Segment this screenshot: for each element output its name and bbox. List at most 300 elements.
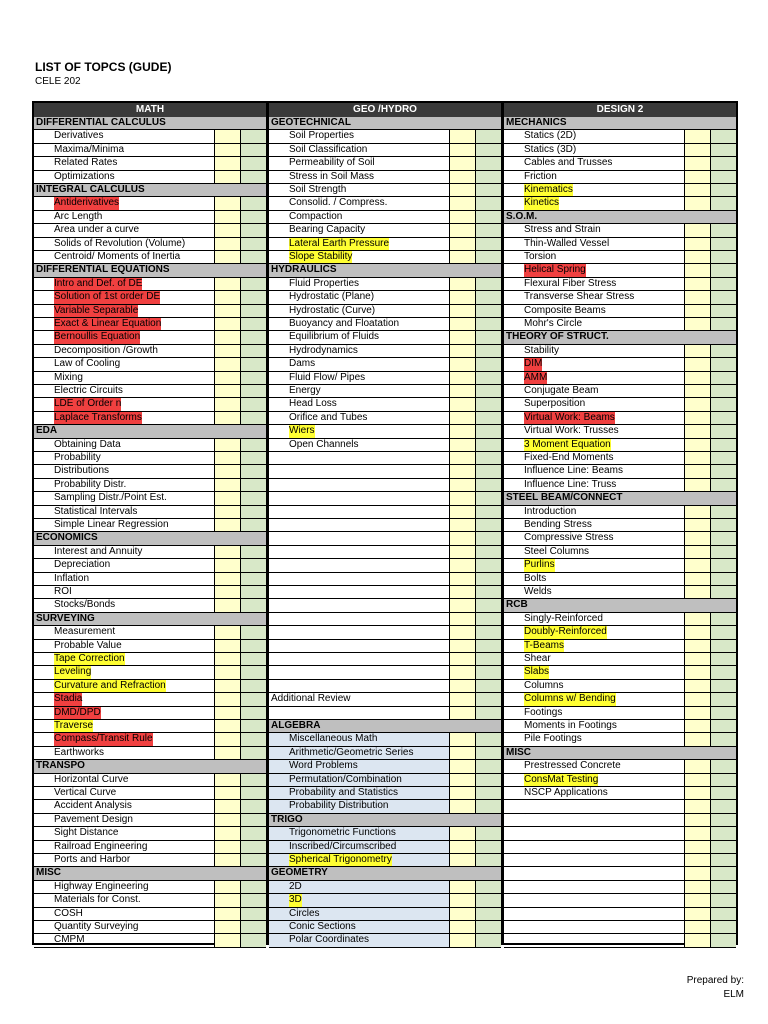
check-box-1[interactable] (449, 331, 475, 343)
check-box-1[interactable] (449, 412, 475, 424)
check-box-1[interactable] (214, 800, 240, 812)
check-box-1[interactable] (684, 573, 710, 585)
check-box-2[interactable] (240, 774, 266, 786)
check-box-2[interactable] (475, 573, 501, 585)
check-box-1[interactable] (449, 546, 475, 558)
check-box-2[interactable] (240, 465, 266, 477)
check-box-1[interactable] (684, 264, 710, 276)
check-box-2[interactable] (475, 532, 501, 544)
check-box-2[interactable] (475, 425, 501, 437)
check-box-1[interactable] (449, 894, 475, 906)
check-box-1[interactable] (449, 854, 475, 866)
check-box-2[interactable] (710, 894, 736, 906)
check-box-1[interactable] (684, 894, 710, 906)
check-box-1[interactable] (449, 358, 475, 370)
check-box-1[interactable] (449, 559, 475, 571)
check-box-1[interactable] (214, 479, 240, 491)
check-box-2[interactable] (710, 934, 736, 946)
check-box-1[interactable] (684, 934, 710, 946)
check-box-2[interactable] (710, 385, 736, 397)
check-box-1[interactable] (449, 385, 475, 397)
check-box-2[interactable] (240, 278, 266, 290)
check-box-1[interactable] (214, 653, 240, 665)
check-box-2[interactable] (240, 693, 266, 705)
check-box-1[interactable] (214, 827, 240, 839)
check-box-2[interactable] (475, 881, 501, 893)
check-box-2[interactable] (710, 774, 736, 786)
check-box-1[interactable] (449, 800, 475, 812)
check-box-2[interactable] (475, 586, 501, 598)
check-box-2[interactable] (475, 653, 501, 665)
check-box-2[interactable] (240, 305, 266, 317)
check-box-2[interactable] (710, 586, 736, 598)
check-box-1[interactable] (449, 130, 475, 142)
check-box-2[interactable] (240, 680, 266, 692)
check-box-1[interactable] (449, 586, 475, 598)
check-box-2[interactable] (475, 680, 501, 692)
check-box-2[interactable] (475, 305, 501, 317)
check-box-1[interactable] (449, 184, 475, 196)
check-box-1[interactable] (449, 479, 475, 491)
check-box-1[interactable] (214, 720, 240, 732)
check-box-2[interactable] (475, 908, 501, 920)
check-box-1[interactable] (684, 144, 710, 156)
check-box-2[interactable] (475, 626, 501, 638)
check-box-1[interactable] (684, 800, 710, 812)
check-box-1[interactable] (684, 760, 710, 772)
check-box-1[interactable] (449, 372, 475, 384)
check-box-1[interactable] (214, 318, 240, 330)
check-box-2[interactable] (240, 197, 266, 209)
check-box-1[interactable] (214, 372, 240, 384)
check-box-1[interactable] (214, 211, 240, 223)
check-box-2[interactable] (240, 157, 266, 169)
check-box-1[interactable] (449, 224, 475, 236)
check-box-1[interactable] (214, 666, 240, 678)
check-box-2[interactable] (710, 613, 736, 625)
check-box-1[interactable] (684, 519, 710, 531)
check-box-2[interactable] (240, 599, 266, 611)
check-box-2[interactable] (710, 318, 736, 330)
check-box-2[interactable] (475, 492, 501, 504)
check-box-2[interactable] (710, 760, 736, 772)
check-box-1[interactable] (449, 599, 475, 611)
check-box-2[interactable] (710, 184, 736, 196)
check-box-2[interactable] (710, 358, 736, 370)
check-box-1[interactable] (684, 479, 710, 491)
check-box-1[interactable] (214, 345, 240, 357)
check-box-2[interactable] (710, 412, 736, 424)
check-box-2[interactable] (240, 626, 266, 638)
check-box-1[interactable] (214, 814, 240, 826)
check-box-1[interactable] (214, 398, 240, 410)
check-box-1[interactable] (684, 291, 710, 303)
check-box-2[interactable] (710, 707, 736, 719)
check-box-1[interactable] (449, 425, 475, 437)
check-box-1[interactable] (214, 881, 240, 893)
check-box-2[interactable] (710, 841, 736, 853)
check-box-1[interactable] (214, 291, 240, 303)
check-box-1[interactable] (214, 680, 240, 692)
check-box-1[interactable] (449, 707, 475, 719)
check-box-2[interactable] (475, 640, 501, 652)
check-box-1[interactable] (214, 305, 240, 317)
check-box-1[interactable] (214, 908, 240, 920)
check-box-1[interactable] (449, 613, 475, 625)
check-box-1[interactable] (449, 238, 475, 250)
check-box-2[interactable] (475, 465, 501, 477)
check-box-2[interactable] (475, 130, 501, 142)
check-box-2[interactable] (475, 385, 501, 397)
check-box-1[interactable] (449, 171, 475, 183)
check-box-1[interactable] (684, 921, 710, 933)
check-box-2[interactable] (475, 546, 501, 558)
check-box-1[interactable] (684, 465, 710, 477)
check-box-1[interactable] (214, 238, 240, 250)
check-box-2[interactable] (240, 171, 266, 183)
check-box-1[interactable] (449, 291, 475, 303)
check-box-1[interactable] (214, 921, 240, 933)
check-box-2[interactable] (475, 345, 501, 357)
check-box-2[interactable] (710, 693, 736, 705)
check-box-2[interactable] (710, 452, 736, 464)
check-box-2[interactable] (475, 439, 501, 451)
check-box-2[interactable] (710, 921, 736, 933)
check-box-2[interactable] (240, 372, 266, 384)
check-box-2[interactable] (475, 787, 501, 799)
check-box-1[interactable] (684, 372, 710, 384)
check-box-2[interactable] (240, 224, 266, 236)
check-box-1[interactable] (214, 144, 240, 156)
check-box-1[interactable] (449, 532, 475, 544)
check-box-1[interactable] (684, 653, 710, 665)
check-box-2[interactable] (240, 492, 266, 504)
check-box-2[interactable] (475, 358, 501, 370)
check-box-2[interactable] (710, 814, 736, 826)
check-box-2[interactable] (240, 291, 266, 303)
check-box-1[interactable] (684, 452, 710, 464)
check-box-1[interactable] (684, 345, 710, 357)
check-box-2[interactable] (240, 439, 266, 451)
check-box-2[interactable] (710, 626, 736, 638)
check-box-1[interactable] (214, 894, 240, 906)
check-box-2[interactable] (710, 238, 736, 250)
check-box-2[interactable] (240, 841, 266, 853)
check-box-1[interactable] (684, 881, 710, 893)
check-box-1[interactable] (449, 197, 475, 209)
check-box-1[interactable] (449, 157, 475, 169)
check-box-2[interactable] (710, 278, 736, 290)
check-box-2[interactable] (475, 238, 501, 250)
check-box-2[interactable] (710, 720, 736, 732)
check-box-2[interactable] (240, 398, 266, 410)
check-box-2[interactable] (240, 144, 266, 156)
check-box-1[interactable] (214, 934, 240, 946)
check-box-1[interactable] (684, 546, 710, 558)
check-box-2[interactable] (710, 506, 736, 518)
check-box-2[interactable] (710, 479, 736, 491)
check-box-2[interactable] (710, 881, 736, 893)
check-box-1[interactable] (214, 465, 240, 477)
check-box-2[interactable] (475, 144, 501, 156)
check-box-1[interactable] (214, 599, 240, 611)
check-box-1[interactable] (449, 747, 475, 759)
check-box-2[interactable] (240, 559, 266, 571)
check-box-1[interactable] (684, 707, 710, 719)
check-box-1[interactable] (684, 251, 710, 263)
check-box-2[interactable] (240, 412, 266, 424)
check-box-2[interactable] (475, 800, 501, 812)
check-box-1[interactable] (684, 787, 710, 799)
check-box-1[interactable] (214, 519, 240, 531)
check-box-1[interactable] (449, 841, 475, 853)
check-box-2[interactable] (475, 666, 501, 678)
check-box-1[interactable] (449, 934, 475, 946)
check-box-2[interactable] (475, 841, 501, 853)
check-box-2[interactable] (240, 747, 266, 759)
check-box-2[interactable] (710, 251, 736, 263)
check-box-2[interactable] (240, 506, 266, 518)
check-box-1[interactable] (449, 760, 475, 772)
check-box-2[interactable] (240, 546, 266, 558)
check-box-1[interactable] (684, 854, 710, 866)
check-box-2[interactable] (475, 372, 501, 384)
check-box-2[interactable] (240, 519, 266, 531)
check-box-1[interactable] (684, 532, 710, 544)
check-box-1[interactable] (214, 278, 240, 290)
check-box-1[interactable] (684, 693, 710, 705)
check-box-1[interactable] (449, 774, 475, 786)
check-box-1[interactable] (449, 345, 475, 357)
check-box-1[interactable] (214, 787, 240, 799)
check-box-2[interactable] (240, 385, 266, 397)
check-box-1[interactable] (449, 452, 475, 464)
check-box-2[interactable] (475, 894, 501, 906)
check-box-2[interactable] (475, 184, 501, 196)
check-box-2[interactable] (475, 559, 501, 571)
check-box-1[interactable] (214, 452, 240, 464)
check-box-1[interactable] (684, 666, 710, 678)
check-box-2[interactable] (710, 680, 736, 692)
check-box-1[interactable] (449, 733, 475, 745)
check-box-2[interactable] (475, 934, 501, 946)
check-box-2[interactable] (710, 573, 736, 585)
check-box-2[interactable] (475, 519, 501, 531)
check-box-1[interactable] (214, 439, 240, 451)
check-box-2[interactable] (475, 760, 501, 772)
check-box-2[interactable] (475, 599, 501, 611)
check-box-1[interactable] (684, 358, 710, 370)
check-box-2[interactable] (240, 827, 266, 839)
check-box-2[interactable] (240, 707, 266, 719)
check-box-2[interactable] (710, 345, 736, 357)
check-box-2[interactable] (710, 224, 736, 236)
check-box-2[interactable] (710, 171, 736, 183)
check-box-2[interactable] (710, 653, 736, 665)
check-box-1[interactable] (684, 774, 710, 786)
check-box-1[interactable] (449, 573, 475, 585)
check-box-1[interactable] (214, 854, 240, 866)
check-box-1[interactable] (214, 586, 240, 598)
check-box-2[interactable] (475, 613, 501, 625)
check-box-2[interactable] (475, 733, 501, 745)
check-box-1[interactable] (214, 693, 240, 705)
check-box-2[interactable] (710, 519, 736, 531)
check-box-2[interactable] (475, 707, 501, 719)
check-box-2[interactable] (475, 854, 501, 866)
check-box-1[interactable] (684, 908, 710, 920)
check-box-1[interactable] (449, 398, 475, 410)
check-box-1[interactable] (684, 238, 710, 250)
check-box-1[interactable] (214, 573, 240, 585)
check-box-2[interactable] (475, 506, 501, 518)
check-box-1[interactable] (214, 197, 240, 209)
check-box-2[interactable] (710, 439, 736, 451)
check-box-1[interactable] (214, 130, 240, 142)
check-box-1[interactable] (214, 559, 240, 571)
check-box-2[interactable] (240, 787, 266, 799)
check-box-2[interactable] (710, 546, 736, 558)
check-box-1[interactable] (449, 144, 475, 156)
check-box-1[interactable] (449, 318, 475, 330)
check-box-2[interactable] (710, 465, 736, 477)
check-box-2[interactable] (475, 197, 501, 209)
check-box-1[interactable] (684, 841, 710, 853)
check-box-1[interactable] (684, 171, 710, 183)
check-box-2[interactable] (710, 291, 736, 303)
check-box-2[interactable] (240, 251, 266, 263)
check-box-2[interactable] (710, 372, 736, 384)
check-box-1[interactable] (684, 814, 710, 826)
check-box-1[interactable] (214, 492, 240, 504)
check-box-2[interactable] (710, 305, 736, 317)
check-box-1[interactable] (214, 358, 240, 370)
check-box-1[interactable] (449, 693, 475, 705)
check-box-1[interactable] (449, 439, 475, 451)
check-box-2[interactable] (240, 733, 266, 745)
check-box-2[interactable] (475, 318, 501, 330)
check-box-1[interactable] (684, 398, 710, 410)
check-box-1[interactable] (684, 867, 710, 879)
check-box-2[interactable] (710, 867, 736, 879)
check-box-1[interactable] (449, 492, 475, 504)
check-box-2[interactable] (475, 412, 501, 424)
check-box-1[interactable] (214, 157, 240, 169)
check-box-1[interactable] (214, 841, 240, 853)
check-box-1[interactable] (449, 653, 475, 665)
check-box-1[interactable] (684, 827, 710, 839)
check-box-2[interactable] (710, 130, 736, 142)
check-box-2[interactable] (240, 666, 266, 678)
check-box-1[interactable] (214, 640, 240, 652)
check-box-2[interactable] (240, 318, 266, 330)
check-box-1[interactable] (684, 385, 710, 397)
check-box-2[interactable] (240, 894, 266, 906)
check-box-2[interactable] (710, 908, 736, 920)
check-box-1[interactable] (214, 747, 240, 759)
check-box-1[interactable] (684, 224, 710, 236)
check-box-1[interactable] (214, 224, 240, 236)
check-box-2[interactable] (475, 331, 501, 343)
check-box-1[interactable] (684, 184, 710, 196)
check-box-2[interactable] (240, 653, 266, 665)
check-box-2[interactable] (475, 827, 501, 839)
check-box-1[interactable] (449, 680, 475, 692)
check-box-2[interactable] (710, 787, 736, 799)
check-box-1[interactable] (684, 157, 710, 169)
check-box-2[interactable] (710, 733, 736, 745)
check-box-1[interactable] (684, 278, 710, 290)
check-box-2[interactable] (240, 908, 266, 920)
check-box-1[interactable] (684, 318, 710, 330)
check-box-2[interactable] (710, 854, 736, 866)
check-box-1[interactable] (684, 613, 710, 625)
check-box-1[interactable] (214, 171, 240, 183)
check-box-2[interactable] (240, 640, 266, 652)
check-box-2[interactable] (240, 800, 266, 812)
check-box-1[interactable] (449, 506, 475, 518)
check-box-1[interactable] (449, 305, 475, 317)
check-box-2[interactable] (475, 171, 501, 183)
check-box-2[interactable] (710, 144, 736, 156)
check-box-1[interactable] (684, 425, 710, 437)
check-box-2[interactable] (710, 800, 736, 812)
check-box-2[interactable] (475, 479, 501, 491)
check-box-1[interactable] (449, 827, 475, 839)
check-box-2[interactable] (475, 291, 501, 303)
check-box-2[interactable] (240, 358, 266, 370)
check-box-2[interactable] (240, 573, 266, 585)
check-box-1[interactable] (449, 787, 475, 799)
check-box-2[interactable] (475, 452, 501, 464)
check-box-1[interactable] (449, 519, 475, 531)
check-box-1[interactable] (449, 211, 475, 223)
check-box-2[interactable] (240, 921, 266, 933)
check-box-2[interactable] (240, 586, 266, 598)
check-box-1[interactable] (684, 506, 710, 518)
check-box-2[interactable] (475, 747, 501, 759)
check-box-1[interactable] (684, 586, 710, 598)
check-box-1[interactable] (684, 626, 710, 638)
check-box-1[interactable] (449, 251, 475, 263)
check-box-2[interactable] (475, 211, 501, 223)
check-box-1[interactable] (449, 626, 475, 638)
check-box-2[interactable] (710, 264, 736, 276)
check-box-1[interactable] (214, 385, 240, 397)
check-box-1[interactable] (684, 197, 710, 209)
check-box-2[interactable] (475, 774, 501, 786)
check-box-1[interactable] (684, 412, 710, 424)
check-box-1[interactable] (214, 412, 240, 424)
check-box-1[interactable] (449, 278, 475, 290)
check-box-2[interactable] (240, 345, 266, 357)
check-box-1[interactable] (684, 305, 710, 317)
check-box-1[interactable] (684, 640, 710, 652)
check-box-2[interactable] (710, 425, 736, 437)
check-box-2[interactable] (710, 398, 736, 410)
check-box-1[interactable] (449, 640, 475, 652)
check-box-2[interactable] (475, 278, 501, 290)
check-box-1[interactable] (214, 774, 240, 786)
check-box-1[interactable] (214, 626, 240, 638)
check-box-1[interactable] (684, 439, 710, 451)
check-box-2[interactable] (475, 251, 501, 263)
check-box-1[interactable] (214, 733, 240, 745)
check-box-2[interactable] (475, 693, 501, 705)
check-box-1[interactable] (684, 733, 710, 745)
check-box-1[interactable] (449, 666, 475, 678)
check-box-2[interactable] (240, 130, 266, 142)
